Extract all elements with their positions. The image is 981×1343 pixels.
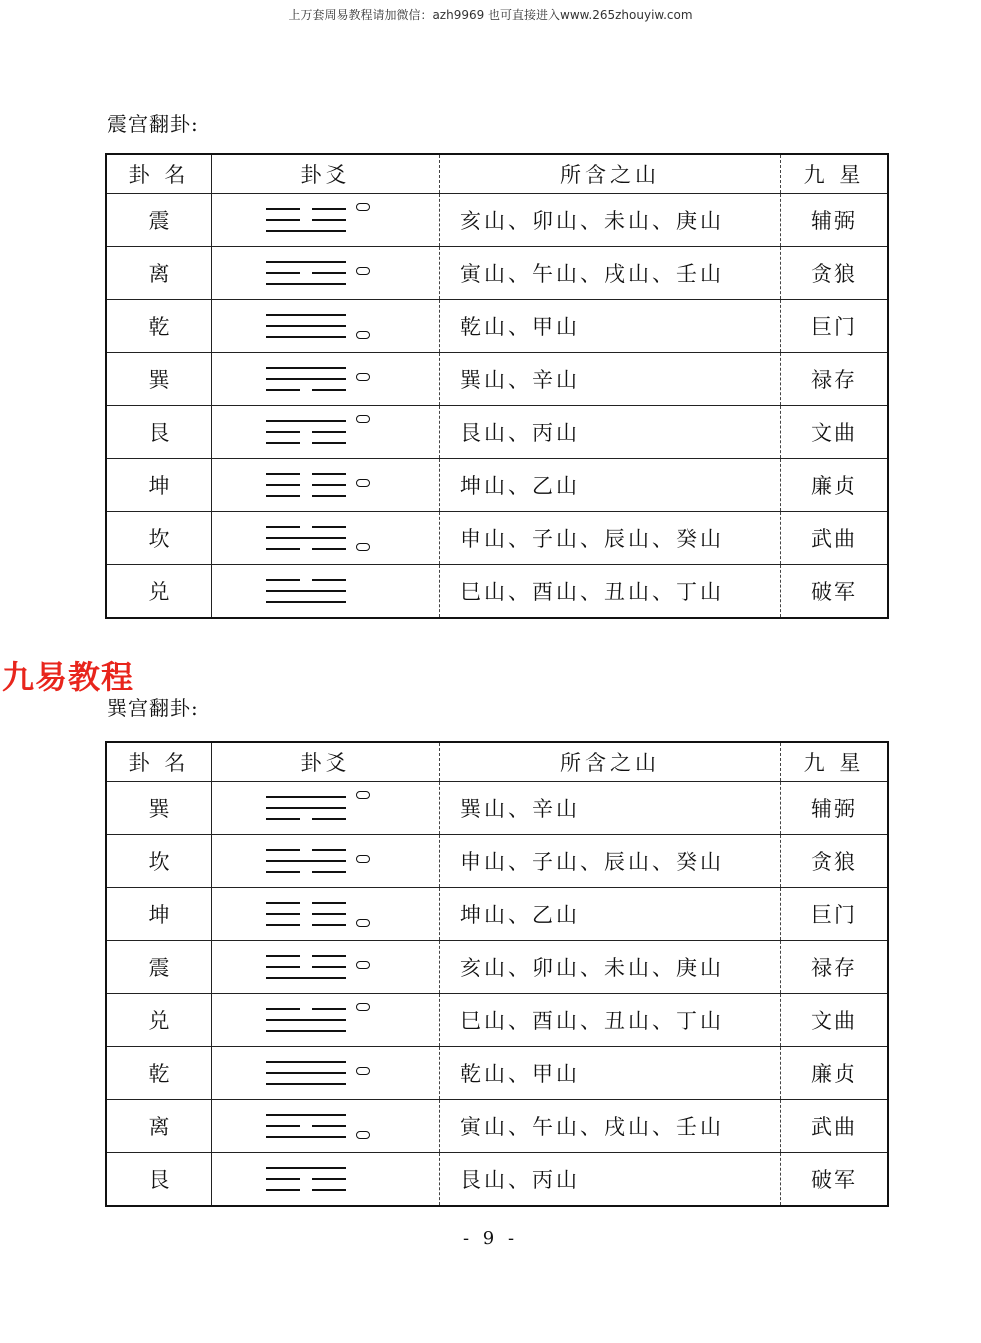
nine-star-cell: 廉贞: [781, 1047, 889, 1100]
yin-line-left: [266, 442, 300, 444]
yin-line-right: [312, 1178, 346, 1180]
gua-yao-cell: [212, 194, 440, 247]
gua-name-cell: 坤: [106, 459, 212, 512]
yang-line: [266, 1072, 346, 1074]
yin-line-left: [266, 1178, 300, 1180]
yang-line: [266, 590, 346, 592]
yin-line-right: [312, 955, 346, 957]
yang-line: [266, 1167, 346, 1169]
yin-line-left: [266, 431, 300, 433]
column-header-star: 九 星: [781, 154, 889, 194]
yin-line-right: [312, 924, 346, 926]
column-header-yao: 卦爻: [212, 154, 440, 194]
changing-line-mark-icon: [356, 415, 370, 423]
trigram-icon: [266, 412, 386, 452]
yin-line-left: [266, 484, 300, 486]
mountains-cell: 寅山、午山、戌山、壬山: [440, 1100, 781, 1153]
changing-line-mark-icon: [356, 791, 370, 799]
changing-line-mark-icon: [356, 267, 370, 275]
yin-line-right: [312, 818, 346, 820]
yin-line-left: [266, 913, 300, 915]
watermark-logo: 九易教程: [2, 658, 135, 696]
mountains-cell: 申山、子山、辰山、癸山: [440, 835, 781, 888]
table-row: [106, 994, 888, 1047]
gua-yao-cell: [212, 565, 440, 619]
yin-line-right: [312, 849, 346, 851]
yin-line-left: [266, 1125, 300, 1127]
gua-yao-cell: [212, 247, 440, 300]
table-body: [106, 194, 888, 619]
changing-line-mark-icon: [356, 1067, 370, 1075]
yang-line: [266, 1136, 346, 1138]
yin-line-right: [312, 1125, 346, 1127]
gua-yao-cell: [212, 888, 440, 941]
yang-line: [266, 1019, 346, 1021]
page-number: - 9 -: [462, 1228, 519, 1249]
gua-name-cell: 艮: [106, 406, 212, 459]
table-row: [106, 1153, 888, 1207]
table-row: [106, 835, 888, 888]
table-header-row: [106, 154, 888, 194]
mountains-cell: 巽山、辛山: [440, 353, 781, 406]
yin-line-left: [266, 871, 300, 873]
trigram-icon: [266, 947, 386, 987]
gua-yao-cell: [212, 353, 440, 406]
gua-name-cell: 艮: [106, 1153, 212, 1207]
gua-yao-cell: [212, 406, 440, 459]
trigram-icon: [266, 1053, 386, 1093]
nine-star-cell: 禄存: [781, 941, 889, 994]
yin-line-left: [266, 1008, 300, 1010]
gua-yao-cell: [212, 1153, 440, 1207]
trigram-icon: [266, 200, 386, 240]
yang-line: [266, 420, 346, 422]
gua-yao-cell: [212, 782, 440, 835]
nine-star-cell: 贪狼: [781, 835, 889, 888]
table-row: [106, 1047, 888, 1100]
yin-line-left: [266, 849, 300, 851]
yin-line-right: [312, 484, 346, 486]
table-row: [106, 353, 888, 406]
yang-line: [266, 807, 346, 809]
yin-line-right: [312, 389, 346, 391]
yin-line-right: [312, 431, 346, 433]
gua-yao-cell: [212, 459, 440, 512]
nine-star-cell: 廉贞: [781, 459, 889, 512]
yin-line-right: [312, 526, 346, 528]
gua-name-cell: 坎: [106, 835, 212, 888]
changing-line-mark-icon: [356, 1131, 370, 1139]
yang-line: [266, 283, 346, 285]
trigram-icon: [266, 788, 386, 828]
gua-name-cell: 巽: [106, 353, 212, 406]
mountains-cell: 巳山、酉山、丑山、丁山: [440, 994, 781, 1047]
trigram-icon: [266, 1106, 386, 1146]
changing-line-mark-icon: [356, 479, 370, 487]
table-row: [106, 247, 888, 300]
yang-line: [266, 1114, 346, 1116]
yin-line-left: [266, 902, 300, 904]
mountains-cell: 亥山、卯山、未山、庚山: [440, 194, 781, 247]
mountains-cell: 乾山、甲山: [440, 300, 781, 353]
yin-line-left: [266, 924, 300, 926]
mountains-cell: 亥山、卯山、未山、庚山: [440, 941, 781, 994]
yang-line: [266, 601, 346, 603]
nine-star-cell: 破军: [781, 565, 889, 619]
yin-line-left: [266, 473, 300, 475]
table-row: [106, 1100, 888, 1153]
trigram-icon: [266, 518, 386, 558]
section-title-zhen: 震宫翻卦:: [107, 112, 199, 136]
table-row: [106, 512, 888, 565]
table-zhen-gong: [105, 153, 889, 619]
yin-line-left: [266, 548, 300, 550]
trigram-icon: [266, 253, 386, 293]
mountains-cell: 申山、子山、辰山、癸山: [440, 512, 781, 565]
yin-line-right: [312, 871, 346, 873]
nine-star-cell: 武曲: [781, 512, 889, 565]
trigram-icon: [266, 571, 386, 611]
gua-name-cell: 兑: [106, 565, 212, 619]
yin-line-right: [312, 966, 346, 968]
gua-yao-cell: [212, 300, 440, 353]
yin-line-left: [266, 966, 300, 968]
yang-line: [266, 796, 346, 798]
table-row: [106, 888, 888, 941]
nine-star-cell: 文曲: [781, 406, 889, 459]
mountains-cell: 坤山、乙山: [440, 459, 781, 512]
yin-line-right: [312, 548, 346, 550]
table-row: [106, 565, 888, 619]
changing-line-mark-icon: [356, 919, 370, 927]
nine-star-cell: 巨门: [781, 300, 889, 353]
nine-star-cell: 武曲: [781, 1100, 889, 1153]
gua-name-cell: 离: [106, 247, 212, 300]
yin-line-left: [266, 272, 300, 274]
changing-line-mark-icon: [356, 855, 370, 863]
mountains-cell: 乾山、甲山: [440, 1047, 781, 1100]
yin-line-right: [312, 442, 346, 444]
trigram-icon: [266, 306, 386, 346]
yin-line-left: [266, 495, 300, 497]
nine-star-cell: 贪狼: [781, 247, 889, 300]
section-title-xun: 巽宫翻卦:: [107, 696, 199, 720]
gua-yao-cell: [212, 512, 440, 565]
column-header-name: 卦 名: [106, 154, 212, 194]
nine-star-cell: 辅弼: [781, 194, 889, 247]
changing-line-mark-icon: [356, 373, 370, 381]
mountains-cell: 巽山、辛山: [440, 782, 781, 835]
trigram-icon: [266, 894, 386, 934]
page-header-text: 上万套周易教程请加微信：azh9969 也可直接进入www.265zhouyiw.com: [288, 8, 693, 22]
gua-yao-cell: [212, 994, 440, 1047]
yang-line: [266, 378, 346, 380]
gua-name-cell: 震: [106, 941, 212, 994]
table-row: [106, 300, 888, 353]
mountains-cell: 寅山、午山、戌山、壬山: [440, 247, 781, 300]
yang-line: [266, 325, 346, 327]
table-body: [106, 782, 888, 1207]
yin-line-left: [266, 526, 300, 528]
yin-line-right: [312, 272, 346, 274]
trigram-icon: [266, 1159, 386, 1199]
gua-name-cell: 巽: [106, 782, 212, 835]
yang-line: [266, 537, 346, 539]
yang-line: [266, 261, 346, 263]
yang-line: [266, 1061, 346, 1063]
yang-line: [266, 1083, 346, 1085]
column-header-star: 九 星: [781, 742, 889, 782]
table-row: [106, 459, 888, 512]
changing-line-mark-icon: [356, 203, 370, 211]
gua-name-cell: 乾: [106, 1047, 212, 1100]
trigram-icon: [266, 465, 386, 505]
yin-line-left: [266, 1189, 300, 1191]
gua-name-cell: 坎: [106, 512, 212, 565]
yin-line-left: [266, 219, 300, 221]
gua-name-cell: 坤: [106, 888, 212, 941]
yang-line: [266, 336, 346, 338]
changing-line-mark-icon: [356, 331, 370, 339]
changing-line-mark-icon: [356, 543, 370, 551]
yin-line-right: [312, 495, 346, 497]
yin-line-right: [312, 219, 346, 221]
gua-yao-cell: [212, 941, 440, 994]
mountains-cell: 坤山、乙山: [440, 888, 781, 941]
yin-line-left: [266, 818, 300, 820]
gua-name-cell: 离: [106, 1100, 212, 1153]
yin-line-right: [312, 579, 346, 581]
yin-line-right: [312, 913, 346, 915]
yin-line-left: [266, 389, 300, 391]
gua-name-cell: 乾: [106, 300, 212, 353]
yang-line: [266, 1030, 346, 1032]
column-header-yao: 卦爻: [212, 742, 440, 782]
yin-line-left: [266, 579, 300, 581]
nine-star-cell: 破军: [781, 1153, 889, 1207]
nine-star-cell: 巨门: [781, 888, 889, 941]
trigram-icon: [266, 359, 386, 399]
gua-yao-cell: [212, 835, 440, 888]
yang-line: [266, 230, 346, 232]
yin-line-right: [312, 1008, 346, 1010]
nine-star-cell: 禄存: [781, 353, 889, 406]
nine-star-cell: 文曲: [781, 994, 889, 1047]
changing-line-mark-icon: [356, 961, 370, 969]
yang-line: [266, 367, 346, 369]
yang-line: [266, 860, 346, 862]
column-header-shan: 所含之山: [440, 742, 781, 782]
yin-line-right: [312, 208, 346, 210]
mountains-cell: 艮山、丙山: [440, 1153, 781, 1207]
yang-line: [266, 977, 346, 979]
yang-line: [266, 314, 346, 316]
table-xun-gong: [105, 741, 889, 1207]
yin-line-right: [312, 902, 346, 904]
column-header-shan: 所含之山: [440, 154, 781, 194]
table-header-row: [106, 742, 888, 782]
column-header-name: 卦 名: [106, 742, 212, 782]
gua-yao-cell: [212, 1100, 440, 1153]
yin-line-left: [266, 208, 300, 210]
nine-star-cell: 辅弼: [781, 782, 889, 835]
changing-line-mark-icon: [356, 1003, 370, 1011]
yin-line-right: [312, 473, 346, 475]
gua-name-cell: 兑: [106, 994, 212, 1047]
yin-line-left: [266, 955, 300, 957]
table-row: [106, 194, 888, 247]
table-row: [106, 941, 888, 994]
mountains-cell: 艮山、丙山: [440, 406, 781, 459]
gua-yao-cell: [212, 1047, 440, 1100]
table-row: [106, 782, 888, 835]
trigram-icon: [266, 841, 386, 881]
trigram-icon: [266, 1000, 386, 1040]
gua-name-cell: 震: [106, 194, 212, 247]
yin-line-right: [312, 1189, 346, 1191]
table-row: [106, 406, 888, 459]
mountains-cell: 巳山、酉山、丑山、丁山: [440, 565, 781, 619]
